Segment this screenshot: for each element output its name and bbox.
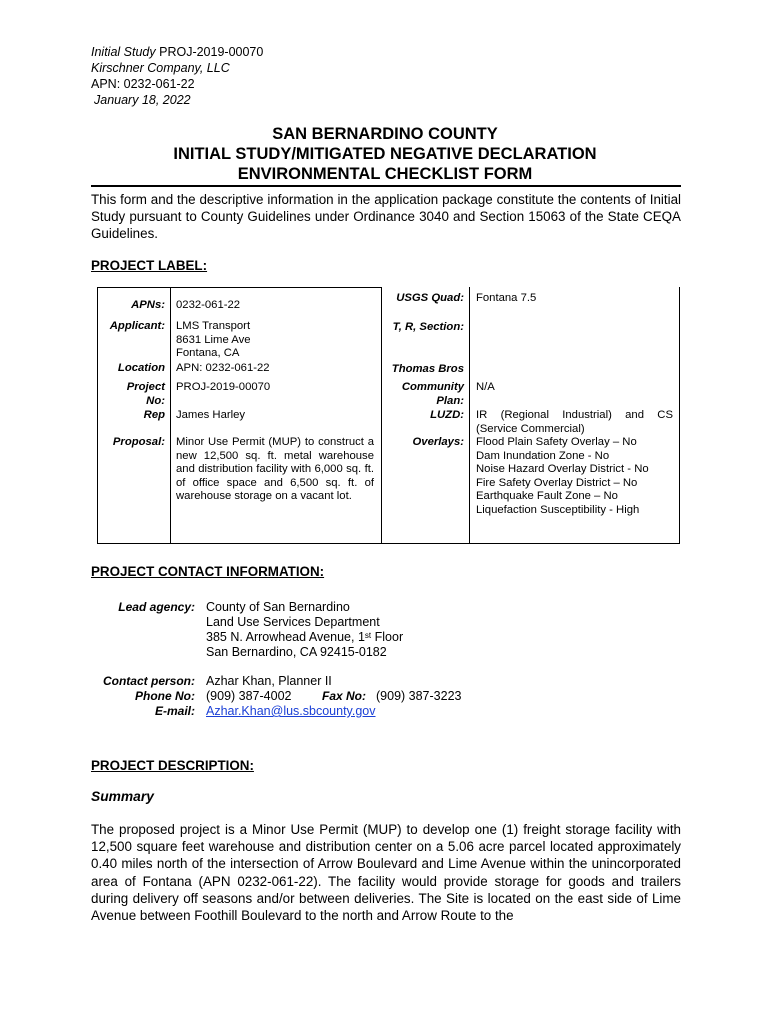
usgs-value: Fontana 7.5 bbox=[476, 292, 537, 304]
table-divider-left bbox=[170, 287, 171, 544]
project-label-heading: PROJECT LABEL: bbox=[91, 258, 208, 273]
contact-labels bbox=[91, 674, 195, 719]
address-sup: st bbox=[364, 631, 372, 640]
company-name: Kirschner Company, LLC bbox=[91, 61, 230, 75]
community-plan-label bbox=[381, 381, 464, 408]
lead-agency-line: Land Use Services Department bbox=[206, 615, 380, 629]
overlay-item: Fire Safety Overlay District – No bbox=[476, 476, 638, 489]
luzd-label: LUZD: bbox=[430, 409, 464, 421]
header-apn: APN: 0232-061-22 bbox=[91, 77, 195, 91]
overlay-item: Flood Plain Safety Overlay – No bbox=[476, 436, 637, 448]
contact-person-label: Contact person: bbox=[102, 674, 195, 688]
rep-value: James Harley bbox=[176, 409, 246, 421]
project-no-label-line: Project bbox=[126, 381, 165, 393]
apns-value: 0232-061-22 bbox=[176, 299, 241, 311]
phone-label: Phone No: bbox=[135, 689, 195, 703]
project-no-label-line: No: bbox=[146, 394, 165, 407]
overlays-label: Overlays: bbox=[412, 436, 464, 448]
table-divider-right bbox=[469, 287, 470, 544]
contact-heading: PROJECT CONTACT INFORMATION: bbox=[91, 564, 325, 579]
thomas-bros-label: Thomas Bros bbox=[391, 363, 464, 375]
lead-agency-city: San Bernardino, CA 92415-0182 bbox=[206, 645, 387, 659]
applicant-label: Applicant: bbox=[109, 320, 165, 332]
table-border-right bbox=[679, 287, 680, 544]
applicant-line: Fontana, CA bbox=[176, 347, 240, 359]
community-label-line: Plan: bbox=[436, 394, 464, 407]
phone-value: (909) 387-4002 bbox=[206, 689, 292, 703]
overlay-item: Earthquake Fault Zone – No bbox=[476, 490, 618, 502]
project-label-table bbox=[97, 287, 680, 544]
table-border-bottom bbox=[97, 543, 680, 544]
apns-label: APNs: bbox=[131, 299, 165, 311]
applicant-line: 8631 Lime Ave bbox=[176, 333, 251, 346]
summary-paragraph: The proposed project is a Minor Use Permit (MUP) to develop one (1) freight storage facility with 12,500 square feet warehouse and distribution center on a 5.06 acre parcel located approximately 0.40 miles north of the intersection of Arrow Boulevard and Lime Avenue within the unincorporated area of Fontana (APN 0232-061-22). The facility would provide storage for goods and trailers during delivery off seasons and/or between deliveries. The Site is located on the east side of Lime Avenue between Foothill Boulevard to the north and Arrow Route to the bbox=[91, 822, 681, 924]
luzd-value: IR (Regional Industrial) and CS (Service Commercial) bbox=[476, 409, 673, 435]
trs-label: T, R, Section: bbox=[392, 321, 464, 333]
address-floor: Floor bbox=[371, 630, 404, 644]
applicant-line: LMS Transport bbox=[176, 320, 251, 332]
email-label: E-mail: bbox=[154, 704, 195, 718]
study-id: PROJ-2019-00070 bbox=[159, 45, 264, 59]
summary-heading: Summary bbox=[91, 789, 154, 804]
overlays-list bbox=[476, 436, 649, 517]
fax-value: (909) 387-3223 bbox=[376, 689, 462, 703]
lead-agency-value bbox=[206, 600, 403, 660]
location-label: Location bbox=[117, 362, 165, 374]
overlay-item: Liquefaction Susceptibility - High bbox=[476, 503, 640, 516]
location-value: APN: 0232-061-22 bbox=[176, 362, 270, 374]
contact-person-value: Azhar Khan, Planner II bbox=[206, 674, 332, 688]
header-date: January 18, 2022 bbox=[94, 93, 191, 107]
applicant-value bbox=[176, 320, 251, 361]
document-title bbox=[0, 124, 770, 184]
email-link[interactable]: Azhar.Khan@lus.sbcounty.gov bbox=[206, 704, 376, 718]
lead-agency-label: Lead agency: bbox=[118, 600, 195, 614]
proposal-value: Minor Use Permit (MUP) to construct a new 12,500 sq. ft. metal warehouse and distribution facility with 6,000 sq. ft. of office space and 6,500 sq. ft. of warehouse storage on a vacant lot. bbox=[176, 436, 374, 502]
title-rule bbox=[91, 185, 681, 187]
community-label-line: Community bbox=[401, 381, 464, 393]
fax-label: Fax No: bbox=[322, 689, 367, 703]
usgs-label: USGS Quad: bbox=[396, 292, 464, 304]
proposal-label: Proposal: bbox=[112, 436, 165, 448]
title-line-2: INITIAL STUDY/MITIGATED NEGATIVE DECLARATION bbox=[173, 145, 597, 163]
lead-agency-address bbox=[206, 630, 403, 645]
address-text: 385 N. Arrowhead Avenue, 1 bbox=[206, 630, 365, 644]
intro-paragraph: This form and the descriptive information in the application package constitute the contents of Initial Study pursuant to County Guidelines under Ordinance 3040 and Section 15063 of the State CEQA Guidelines. bbox=[91, 192, 681, 241]
document-header bbox=[91, 44, 263, 108]
overlay-item: Dam Inundation Zone - No bbox=[476, 449, 610, 462]
community-plan-value: N/A bbox=[476, 381, 495, 393]
project-no-label bbox=[97, 381, 165, 408]
project-no-value: PROJ-2019-00070 bbox=[176, 381, 271, 393]
title-line-3: ENVIRONMENTAL CHECKLIST FORM bbox=[237, 165, 533, 183]
title-line-1: SAN BERNARDINO COUNTY bbox=[272, 125, 498, 143]
lead-agency-line: County of San Bernardino bbox=[206, 600, 350, 614]
overlay-item: Noise Hazard Overlay District - No bbox=[476, 463, 649, 475]
study-label: Initial Study bbox=[91, 45, 156, 59]
rep-label: Rep bbox=[143, 409, 165, 421]
table-border-top bbox=[97, 287, 381, 288]
description-heading: PROJECT DESCRIPTION: bbox=[91, 758, 254, 773]
